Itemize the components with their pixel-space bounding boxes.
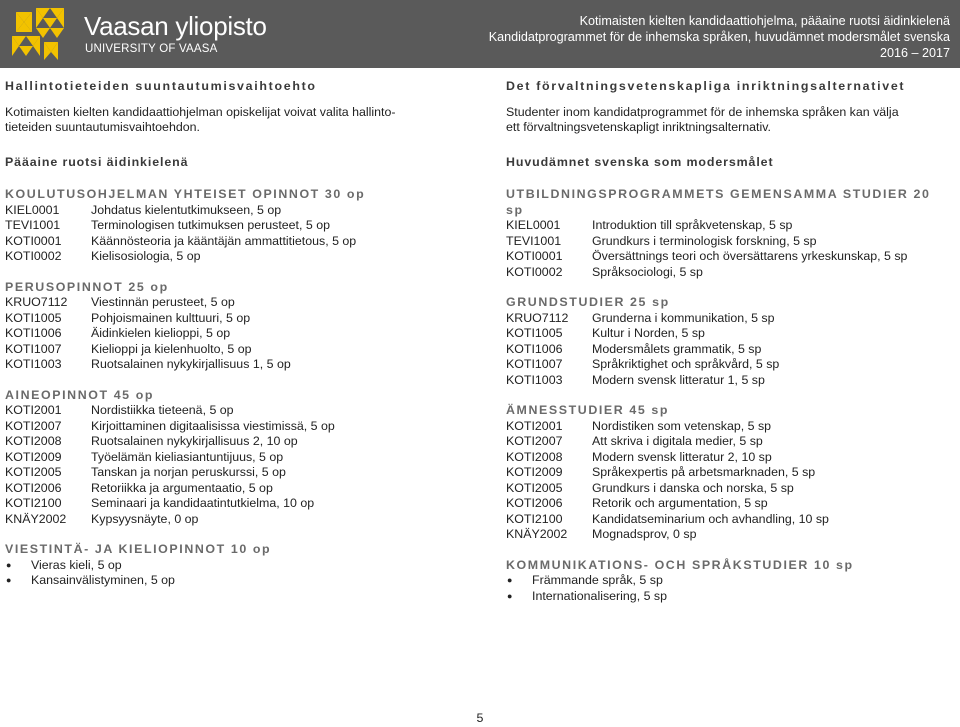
course-name: Grunderna i kommunikation, 5 sp (592, 310, 775, 325)
course-name: Modern svensk litteratur 2, 10 sp (592, 449, 772, 464)
course-code: KOTI1006 (5, 326, 62, 340)
course-code: KNÄY2002 (506, 527, 568, 541)
course-name: Kypsyysnäyte, 0 op (91, 511, 199, 526)
course-name: Språkexpertis på arbetsmarknaden, 5 sp (592, 465, 816, 479)
course-code: TEVI1001 (506, 233, 562, 248)
course-code: KOTI2006 (5, 480, 62, 495)
course-row (5, 496, 453, 512)
intro-sv (506, 105, 954, 135)
course-code: KOTI1003 (506, 372, 563, 387)
course-code: KOTI1003 (5, 357, 62, 371)
course-name: Retorik och argumentation, 5 sp (592, 496, 768, 510)
course-row (5, 203, 453, 219)
course-name: Johdatus kielentutkimukseen, 5 op (91, 202, 282, 217)
course-row (5, 465, 453, 481)
course-code: KNÄY2002 (5, 511, 67, 526)
brand-name: Vaasan yliopisto (84, 11, 267, 41)
course-section-language-fi (5, 542, 453, 589)
course-name: Grundkurs i terminologisk forskning, 5 sp (592, 233, 817, 248)
intro-line: tieteiden suuntautumisvaihtoehdon. (5, 120, 200, 134)
course-code: KRUO7112 (5, 295, 68, 309)
course-name: Kandidatseminarium och avhandling, 10 sp (592, 511, 829, 526)
course-name: Retoriikka ja argumentaatio, 5 op (91, 480, 273, 495)
course-row (5, 481, 453, 497)
course-row (506, 234, 954, 250)
course-name: Kultur i Norden, 5 sp (592, 326, 705, 340)
course-row (5, 234, 453, 250)
course-code: KOTI1007 (506, 357, 563, 371)
course-section-intermediate-sv (506, 403, 954, 543)
course-section-common-sv (506, 187, 954, 280)
course-row (506, 357, 954, 373)
course-row (506, 326, 954, 342)
course-name: Modern svensk litteratur 1, 5 sp (592, 372, 765, 387)
page-number: 5 (476, 711, 484, 725)
course-code: KOTI1005 (5, 310, 62, 325)
course-section-language-sv (506, 558, 954, 605)
list-item: ● Främmande språk, 5 sp (506, 573, 954, 589)
course-code: KOTI0002 (506, 264, 563, 279)
course-name: Introduktion till språkvetenskap, 5 sp (592, 218, 793, 232)
course-name: Kielisosiologia, 5 op (91, 249, 201, 263)
course-name: Äidinkielen kielioppi, 5 op (91, 326, 231, 340)
page-header (0, 0, 960, 68)
course-name: Työelämän kieliasiantuntijuus, 5 op (91, 449, 284, 464)
course-row (506, 450, 954, 466)
course-name: Seminaari ja kandidaatintutkielma, 10 op (91, 496, 315, 510)
bullet-list (506, 573, 954, 604)
brand-name-english: UNIVERSITY OF VAASA (85, 43, 218, 55)
course-name: Ruotsalainen nykykirjallisuus 1, 5 op (91, 357, 291, 371)
major-heading-fi: Pääaine ruotsi äidinkielenä (5, 155, 189, 169)
section-title: VIESTINTÄ- JA KIELIOPINNOT 10 op (5, 542, 272, 556)
course-row (5, 434, 453, 450)
course-row (5, 311, 453, 327)
course-name: Ruotsalainen nykykirjallisuus 2, 10 op (91, 434, 298, 448)
course-code: KOTI2005 (506, 480, 563, 495)
course-name: Nordistiken som vetenskap, 5 sp (592, 418, 772, 433)
course-code: KOTI2001 (5, 403, 62, 417)
course-code: KOTI2007 (5, 418, 62, 433)
course-code: KOTI2008 (5, 434, 62, 448)
course-row (5, 249, 453, 265)
section-title: ÄMNESSTUDIER 45 sp (506, 403, 670, 417)
list-item: ● Internationalisering, 5 sp (506, 589, 954, 605)
course-code: KOTI0001 (5, 233, 62, 248)
course-row (506, 465, 954, 481)
course-row (506, 249, 954, 265)
course-name: Kielioppi ja kielenhuolto, 5 op (91, 341, 252, 356)
vaasa-university-logo-icon (6, 4, 70, 62)
course-row (506, 434, 954, 450)
course-name: Tanskan ja norjan peruskurssi, 5 op (91, 465, 286, 479)
course-code: TEVI1001 (5, 218, 61, 232)
course-name: Att skriva i digitala medier, 5 sp (592, 434, 763, 448)
course-code: KOTI1007 (5, 341, 62, 356)
track-heading-sv: Det förvaltningsvetenskapliga inriktningsalternativet (506, 79, 906, 93)
course-name: Översättnings teori och översättarens yrkeskunskap, 5 sp (592, 249, 908, 263)
course-code: KOTI2100 (5, 496, 62, 510)
academic-year: 2016 – 2017 (879, 46, 950, 60)
course-code: KOTI2009 (506, 465, 563, 479)
course-code: KOTI0002 (5, 249, 62, 263)
section-title: UTBILDNINGSPROGRAMMETS GEMENSAMMA STUDIER 20 (506, 187, 931, 201)
course-code: KIEL0001 (5, 202, 60, 217)
course-name: Terminologisen tutkimuksen perusteet, 5 op (91, 218, 330, 232)
course-row (5, 342, 453, 358)
course-name: Nordistiikka tieteenä, 5 op (91, 403, 234, 417)
course-code: KOTI2001 (506, 418, 563, 433)
intro-line: Studenter inom kandidatprogrammet för de inhemska språken kan välja (506, 105, 899, 119)
course-name: Modersmålets grammatik, 5 sp (592, 341, 762, 356)
bullet-list (5, 558, 453, 589)
section-title: PERUSOPINNOT 25 op (5, 279, 169, 294)
list-item: ● Vieras kieli, 5 op (5, 558, 453, 574)
course-section-intermediate-fi (5, 388, 453, 528)
course-name: Mognadsprov, 0 sp (592, 527, 697, 541)
course-name: Språksociologi, 5 sp (592, 264, 703, 279)
course-section-common-fi (5, 187, 453, 265)
course-row (506, 481, 954, 497)
course-row (5, 450, 453, 466)
course-code: KOTI2009 (5, 449, 62, 464)
course-row (506, 311, 954, 327)
course-row (5, 218, 453, 234)
course-name: Käännösteoria ja kääntäjän ammattitietous, 5 op (91, 233, 357, 248)
course-code: KOTI1005 (506, 326, 563, 340)
course-row (5, 419, 453, 435)
course-row (506, 496, 954, 512)
program-title-finnish: Kotimaisten kielten kandidaattiohjelma, pääaine ruotsi äidinkielenä (579, 14, 950, 28)
course-row (506, 527, 954, 543)
course-name: Pohjoismainen kulttuuri, 5 op (91, 310, 251, 325)
section-title: AINEOPINNOT 45 op (5, 387, 155, 402)
section-title: GRUNDSTUDIER 25 sp (506, 295, 670, 309)
swedish-column (506, 79, 954, 619)
course-code: KRUO7112 (506, 310, 569, 325)
course-code: KIEL0001 (506, 218, 561, 232)
course-row (5, 357, 453, 373)
course-row (506, 342, 954, 358)
course-code: KOTI2100 (506, 511, 563, 526)
course-name: Grundkurs i danska och norska, 5 sp (592, 480, 794, 495)
course-code: KOTI0001 (506, 249, 563, 263)
course-row (5, 326, 453, 342)
section-title-continued: sp (506, 202, 524, 217)
section-title: KOMMUNIKATIONS- OCH SPRÅKSTUDIER 10 sp (506, 557, 854, 572)
course-code: KOTI2006 (506, 496, 563, 510)
finnish-column (5, 79, 453, 604)
course-name: Språkriktighet och språkvård, 5 sp (592, 357, 780, 371)
course-name: Viestinnän perusteet, 5 op (91, 295, 235, 309)
major-heading-sv: Huvudämnet svenska som modersmålet (506, 155, 774, 169)
course-code: KOTI1006 (506, 341, 563, 356)
course-row (506, 218, 954, 234)
course-code: KOTI2008 (506, 449, 563, 464)
course-row (506, 265, 954, 281)
course-row (5, 512, 453, 528)
course-row (506, 512, 954, 528)
course-row (506, 373, 954, 389)
section-title: KOULUTUSOHJELMAN YHTEISET OPINNOT 30 op (5, 187, 366, 201)
intro-line: Kotimaisten kielten kandidaattiohjelman opiskelijat voivat valita hallinto- (5, 105, 396, 119)
list-item: ● Kansainvälistyminen, 5 op (5, 573, 453, 589)
course-code: KOTI2005 (5, 465, 62, 479)
course-section-basic-sv (506, 295, 954, 388)
course-row (5, 403, 453, 419)
program-title-swedish: Kandidatprogrammet för de inhemska språken, huvudämnet modersmålet svenska (488, 30, 950, 44)
course-name: Kirjoittaminen digitaalisissa viestimissä, 5 op (91, 418, 335, 433)
intro-line: ett förvaltningsvetenskapligt inriktningsalternativ. (506, 120, 771, 134)
course-code: KOTI2007 (506, 434, 563, 448)
course-section-basic-fi (5, 280, 453, 373)
intro-fi (5, 105, 453, 135)
course-row (5, 295, 453, 311)
course-row (506, 419, 954, 435)
track-heading-fi: Hallintotieteiden suuntautumisvaihtoehto (5, 79, 317, 93)
